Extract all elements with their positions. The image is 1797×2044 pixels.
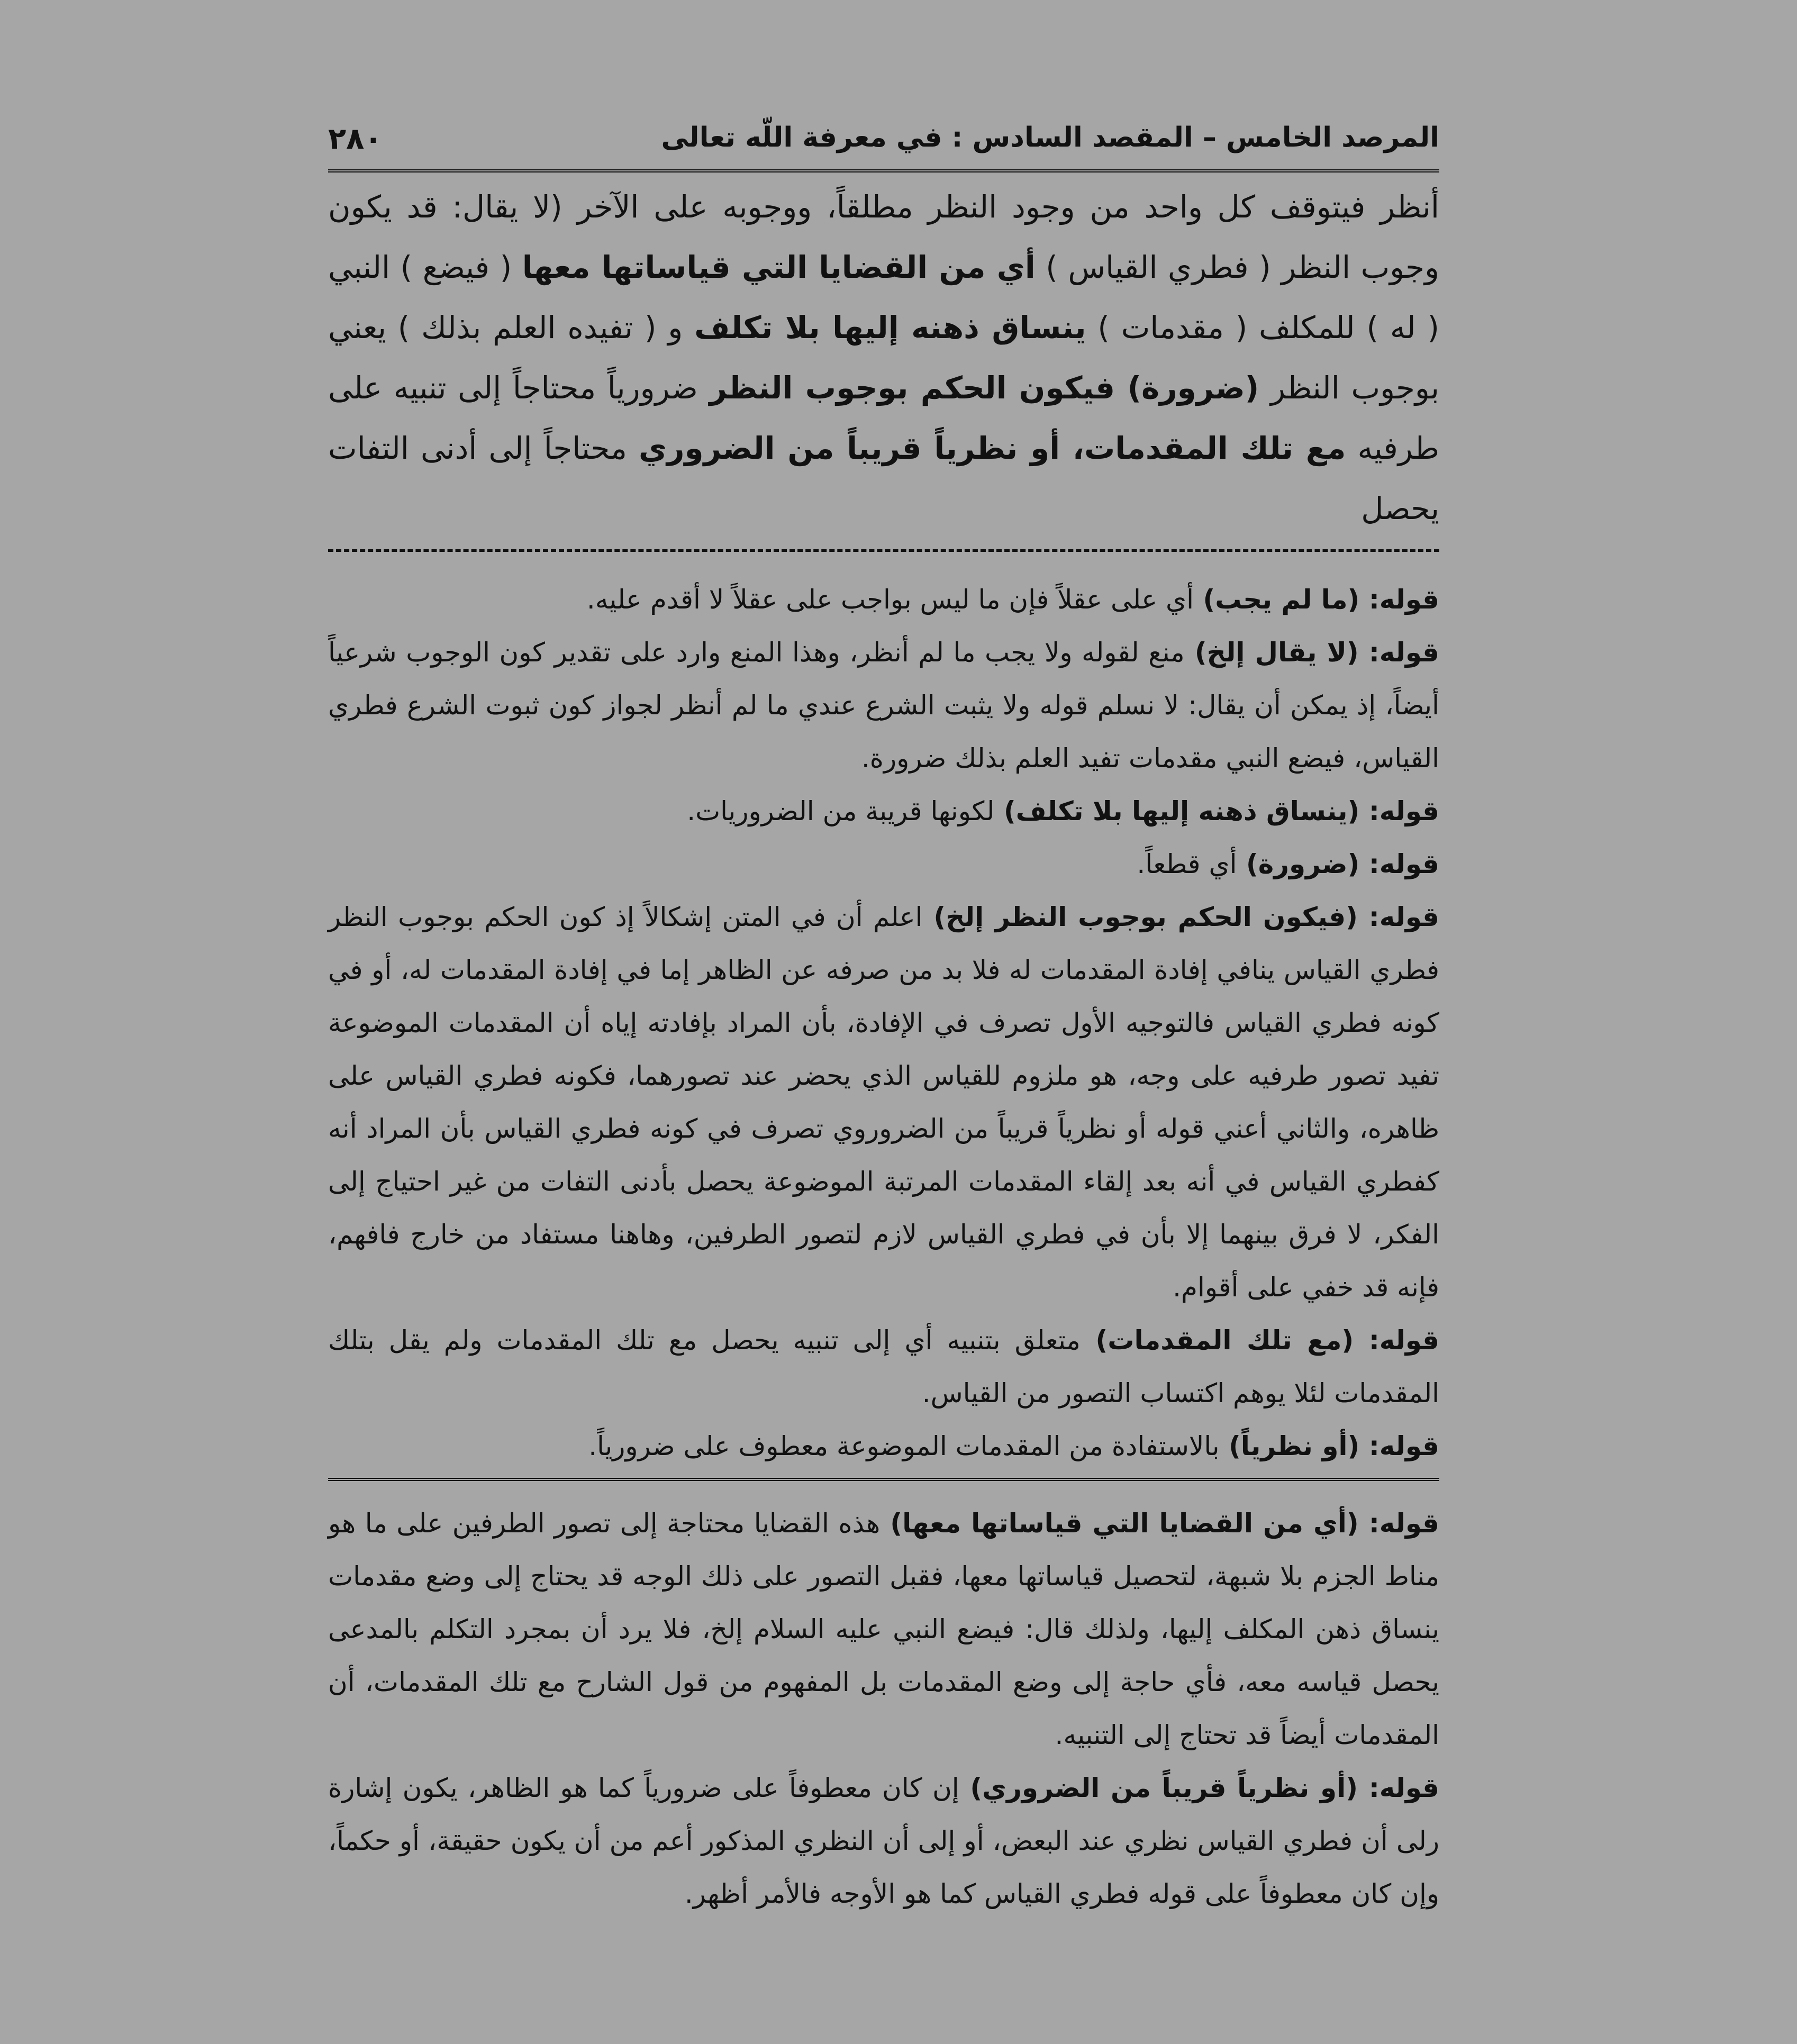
quoted-phrase: (فيكون الحكم بوجوب النظر إلخ) (922, 902, 1369, 932)
quoted-phrase: مع تلك المقدمات، أو نظرياً قريباً من الضروري (639, 430, 1346, 466)
commentary-paragraph (328, 1314, 1439, 1420)
commentary-bottom (328, 1497, 1439, 1920)
quoted-phrase: (ضرورة) فيكون الحكم بوجوب النظر (709, 370, 1259, 406)
quoted-phrase: (لا يقال إلخ) (1184, 637, 1369, 668)
page-header (328, 122, 1439, 172)
main-paragraph (328, 177, 1439, 539)
commentary-label: قوله: (1368, 637, 1439, 668)
commentary-label: قوله: (1368, 902, 1439, 932)
quoted-phrase: (أو نظرياً) (1219, 1431, 1369, 1461)
text-run: أنظر فيتوقف كل واحد من وجود النظر مطلقاً، ووجوبه على الآخر (لا يقال: قد يكون وجوب النظر ( فطري القياس ) (328, 189, 1440, 285)
quoted-phrase: (أو نظرياً قريباً من الضروري) (959, 1773, 1369, 1803)
page (328, 122, 1439, 1920)
text-run: ( فيضع ) النبي ( له ) للمكلف ( مقدمات ) (328, 249, 1440, 346)
quoted-phrase: (مع تلك المقدمات) (1080, 1325, 1369, 1356)
commentary-paragraph (328, 891, 1439, 1314)
text-run: منع لقوله ولا يجب ما لم أنظر، وهذا المنع وارد على تقدير كون الوجوب شرعياً أيضاً، إذ يمكن أن يقال: لا نسلم قوله ولا يثبت الشرع عندي ما لم أنظر لجواز كون ثبوت الشرع فطري القياس، فيضع النبي مقدمات تفيد العلم بذلك ضرورة. (328, 637, 1439, 774)
text-run: متعلق بتنبيه أي إلى تنبيه يحصل مع تلك المقدمات ولم يقل بتلك المقدمات لئلا يوهم اكتساب التصور من القياس. (328, 1325, 1439, 1409)
commentary-label: قوله: (1368, 1431, 1439, 1461)
commentary-paragraph (328, 1420, 1439, 1473)
commentary-paragraph (328, 838, 1439, 891)
commentary-label: قوله: (1368, 1773, 1439, 1803)
text-run: إن كان معطوفاً على ضرورياً كما هو الظاهر، يكون إشارة رلى أن فطري القياس نظري عند البعض، أو إلى أن النظري المذكور أعم من أن يكون حقيقة، أو حكماً، وإن كان معطوفاً على قوله فطري القياس كما هو الأوجه فالأمر أظهر. (328, 1773, 1439, 1909)
quoted-phrase: (ينساق ذهنه إليها بلا تكلف) (994, 796, 1369, 826)
commentary-paragraph (328, 1761, 1439, 1920)
commentary-label: قوله: (1368, 849, 1439, 879)
text-run: ضرورياً محتاجاً إلى تنبيه على طرفيه (328, 370, 1439, 466)
text-run: بالاستفادة من المقدمات الموضوعة معطوف على ضرورياً. (588, 1431, 1220, 1461)
quoted-phrase: (ما لم يجب) (1194, 584, 1369, 615)
double-rule-divider (328, 1478, 1439, 1481)
text-run: محتاجاً إلى أدنى التفات يحصل (328, 430, 1439, 526)
commentary-top (328, 573, 1439, 1473)
text-run: لكونها قريبة من الضروريات. (687, 796, 995, 826)
text-run: اعلم أن في المتن إشكالاً إذ كون الحكم بوجوب النظر فطري القياس ينافي إفادة المقدمات له فلا بد من صرفه عن الظاهر إما في إفادة المقدمات له، أو في كونه فطري القياس فالتوجيه الأول تصرف في الإفادة، بأن المراد بإفادته إياه أن المقدمات الموضوعة تفيد تصور طرفيه على وجه، هو ملزوم للقياس الذي يحضر عند تصورهما، فكونه فطري القياس على ظاهره، والثاني أعني قوله أو نظرياً قريباً من الضروروي تصرف في كونه فطري القياس بأن المراد أنه كفطري القياس في أنه بعد إلقاء المقدمات المرتبة الموضوعة يحصل بأدنى التفات من غير احتياج إلى الفكر، لا فرق بينهما إلا بأن في فطري القياس لازم لتصور الطرفين، وهاهنا مستفاد من خارج فافهم، فإنه قد خفي على أقوام. (328, 902, 1439, 1303)
quoted-phrase: (ضرورة) (1237, 849, 1369, 879)
commentary-paragraph (328, 1497, 1439, 1761)
commentary-paragraph (328, 626, 1439, 785)
main-text (328, 177, 1439, 539)
page-number: ٢٨٠ (328, 122, 383, 156)
text-run: أي على عقلاً فإن ما ليس بواجب على عقلاً لا أقدم عليه. (586, 584, 1194, 615)
commentary-label: قوله: (1368, 584, 1439, 615)
quoted-phrase: أي من القضايا التي قياساتها معها (522, 249, 1036, 285)
text-run: هذه القضايا محتاجة إلى تصور الطرفين على ما هو مناط الجزم بلا شبهة، لتحصيل قياساتها معها، فقبل التصور على ذلك الوجه قد يحتاج إلى وضع مقدمات ينساق ذهن المكلف إليها، ولذلك قال: فيضع النبي عليه السلام إلخ، فلا يرد أن بمجرد التكلم بالمدعى يحصل قياسه معه، فأي حاجة إلى وضع المقدمات بل المفهوم من قول الشارح مع تلك المقدمات، أن المقدمات أيضاً قد تحتاج إلى التنبيه. (328, 1508, 1439, 1750)
text-run: و ( تفيده العلم بذلك ) يعني بوجوب النظر (328, 310, 1439, 406)
commentary-paragraph (328, 785, 1439, 838)
commentary-label: قوله: (1368, 796, 1439, 826)
commentary-paragraph (328, 573, 1439, 626)
running-title: المرصد الخامس – المقصد السادس : في معرفة اللّه تعالى (661, 122, 1439, 153)
dashed-divider (328, 549, 1439, 552)
commentary-label: قوله: (1368, 1508, 1439, 1539)
quoted-phrase: (أي من القضايا التي قياساتها معها) (880, 1508, 1369, 1539)
text-run: أي قطعاً. (1137, 849, 1237, 879)
commentary-label: قوله: (1368, 1325, 1439, 1356)
quoted-phrase: ينساق ذهنه إليها بلا تكلف (694, 310, 1086, 346)
